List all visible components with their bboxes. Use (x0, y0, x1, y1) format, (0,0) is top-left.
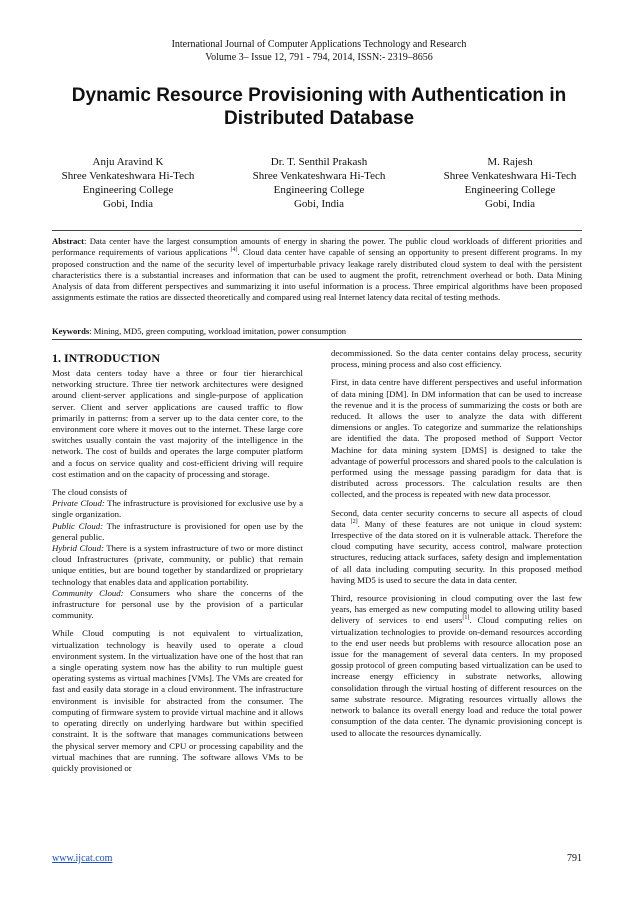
section-heading: 1. INTRODUCTION (52, 351, 161, 365)
keywords-text: : Mining, MD5, green computing, workload imitation, power consumption (89, 326, 347, 336)
author-block (38, 155, 600, 211)
definition: The infrastructure is provisioned for exclusive use by a single organization. (52, 498, 303, 520)
divider-bottom (52, 339, 582, 340)
paragraph: Most data centers today have a three or four tier hierarchical networking structure. Three tier network architectures were designed around client-server applications and single-purpose of application server. Client and server applications are caused traffic to flow primarily in patterns: from a server up to the data center core, to the environment core where it moves out to the internet. These large core switches usually contain the vast majority of the intelligence in the network. The cost of builds and operates the large computer platform and a focus on service quality and cost-efficient driving will require cost estimation and on the capacity of processing and storage. (52, 368, 303, 479)
definition: The infrastructure is provisioned for open use by the general public. (52, 520, 303, 542)
website-link[interactable]: www.ijcat.com (52, 853, 113, 864)
page-footer (52, 853, 582, 864)
author-affiliation: Engineering College (464, 184, 556, 196)
paragraph-text: . Cloud computing relies on virtualization technologies to provide on-demand resources according to the end user needs but problems with resource allocation pose an issue for the management of several data centers. In my proposed gossip protocol of green computing based virtualization can be used to increase energy efficiency in substrate networks, allowing consolidation through the virtual hosting of different resources on the same substrate resource. Migrating resources virtually allows the network to balance its overall energy load and reduce the total power consumption of the data center. The dynamic provisioning concept is used to allocate the resources dynamically. (331, 615, 582, 738)
author-location: Gobi, India (102, 198, 154, 210)
paragraph-provisioning (331, 593, 582, 739)
paragraph: First, in data centre have different perspectives and useful information of data mining [DM]. In DM information that can be used to increase the revenue and it is the process of summarizing the costs or both are reduced. It allows the user to analyze the data with different dimensions or angles. To categorize and summarize the relationships are identified the data. The proposed method of Support Vector Machine for data mining system [DMS] is designed to take the advantage of powerful processors and shared pools to the calculation is performed using the message passing paradigm for data that is distributed across processors. The calculation results are then collected, and the process is repeated with new data processor. (331, 377, 582, 500)
author-location: Gobi, India (293, 198, 345, 210)
author-affiliation: Shree Venkateshwara Hi-Tech (443, 170, 577, 182)
keywords (52, 326, 582, 337)
term: Hybrid Cloud: (52, 543, 104, 554)
left-column (52, 348, 303, 781)
paper-title: Dynamic Resource Provisioning with Authentication in Distributed Database (71, 85, 567, 129)
paragraph-text: Third, resource provisioning in cloud computing over the last few years, has emerged as new computing model to allowing utility based delivery of services to end users (331, 593, 582, 626)
journal-header (0, 38, 638, 64)
abstract (52, 236, 582, 304)
term: Private Cloud: (52, 498, 105, 509)
journal-name: International Journal of Computer Applications Technology and Research (171, 39, 467, 50)
author-name: Anju Aravind K (92, 156, 164, 168)
abstract-label: Abstract (52, 236, 84, 246)
author-2 (229, 155, 409, 211)
definition: There is a system infrastructure of two or more distinct cloud Infrastructures (private, community, or public) that remain unique entities, but are bound together by standardized or proprietary technology that enables data and application portability. (52, 543, 304, 587)
paragraph: While Cloud computing is not equivalent to virtualization, virtualization technology is heavily used to operate a cloud environment system. In the virtualization have one of the host that ran a single operating system now has the ability to run multiple guest operating systems as virtual machines [VMs]. The VMs are created for fast and easily data storage in a cloud environment. The infrastructure environment is invisible for abstracted from the consumer. The computing of firmware system to provide virtual machine and it allows to operating directly on underlying hardware but within specified constraint. It is the software that manages communications between the physical server memory and CPU or processing capability and the virtual machines that are running. The software allows VMs to be quickly provisioned or (52, 628, 303, 773)
right-column (331, 348, 582, 746)
abstract-text: : Data center have the largest consumption amounts of energy in sharing the power. The public cloud workloads of different priorities and performance requirements of various applications (52, 236, 582, 258)
definition-community-cloud (52, 588, 303, 622)
keywords-label: Keywords (52, 326, 90, 336)
citation: [1] (462, 615, 470, 622)
term: Community Cloud: (52, 587, 124, 598)
abstract-text-continued: . Cloud data center have capable of sensing an opportunity to present different programs. In my proposed construction and the name of the security level of imperturbable privacy leakage rarely distributed cloud system to deal with the persistent characteristics there is a substantial increases and information that can be used to augment the profit, retrenchment overhead or both. Data Mining Analysis of data from different perspectives and summarizing it into useful information is a process. Three empirical algorithms have been proposed assignments estimate the ratios are dissected theoretically and compared using real Internet latency data recital of testing methods. (52, 247, 582, 303)
author-affiliation: Engineering College (82, 184, 174, 196)
paragraph-text: . Many of these features are not unique in cloud system: Irrespective of the data stored on it is vulnerable attack. Therefore the cloud computing have security, access control, malware protection structures, reducing attack surfaces, safety design and implementation of all data including computing security. In this proposed method having MD5 is used to secure the data in data center. (331, 518, 582, 585)
author-affiliation: Shree Venkateshwara Hi-Tech (252, 170, 386, 182)
volume-info: Volume 3– Issue 12, 791 - 794, 2014, ISSN:- 2319–8656 (205, 52, 433, 63)
paragraph: The cloud consists of (52, 487, 128, 498)
author-affiliation: Shree Venkateshwara Hi-Tech (61, 170, 195, 182)
author-1 (38, 155, 218, 211)
author-3 (420, 155, 600, 211)
citation: [2] (350, 518, 358, 525)
author-name: Dr. T. Senthil Prakash (270, 156, 368, 168)
divider-top (52, 230, 582, 231)
definition-private-cloud (52, 498, 303, 520)
author-affiliation: Engineering College (273, 184, 365, 196)
definition-public-cloud (52, 521, 303, 543)
definition: Consumers who share the concerns of the infrastructure for personal use by the provision of a particular community. (52, 587, 303, 621)
author-location: Gobi, India (484, 198, 536, 210)
paragraph-security (331, 508, 582, 586)
paragraph-text: Second, data center security concerns to secure all aspects of cloud data (331, 507, 582, 529)
author-name: M. Rajesh (487, 156, 533, 168)
term: Public Cloud: (52, 520, 104, 531)
definition-hybrid-cloud (52, 543, 303, 588)
citation: [4] (230, 247, 238, 254)
paragraph: decommissioned. So the data center contains delay process, security process, mining process and also cost efficiency. (331, 348, 582, 370)
page-number: 791 (567, 853, 582, 864)
